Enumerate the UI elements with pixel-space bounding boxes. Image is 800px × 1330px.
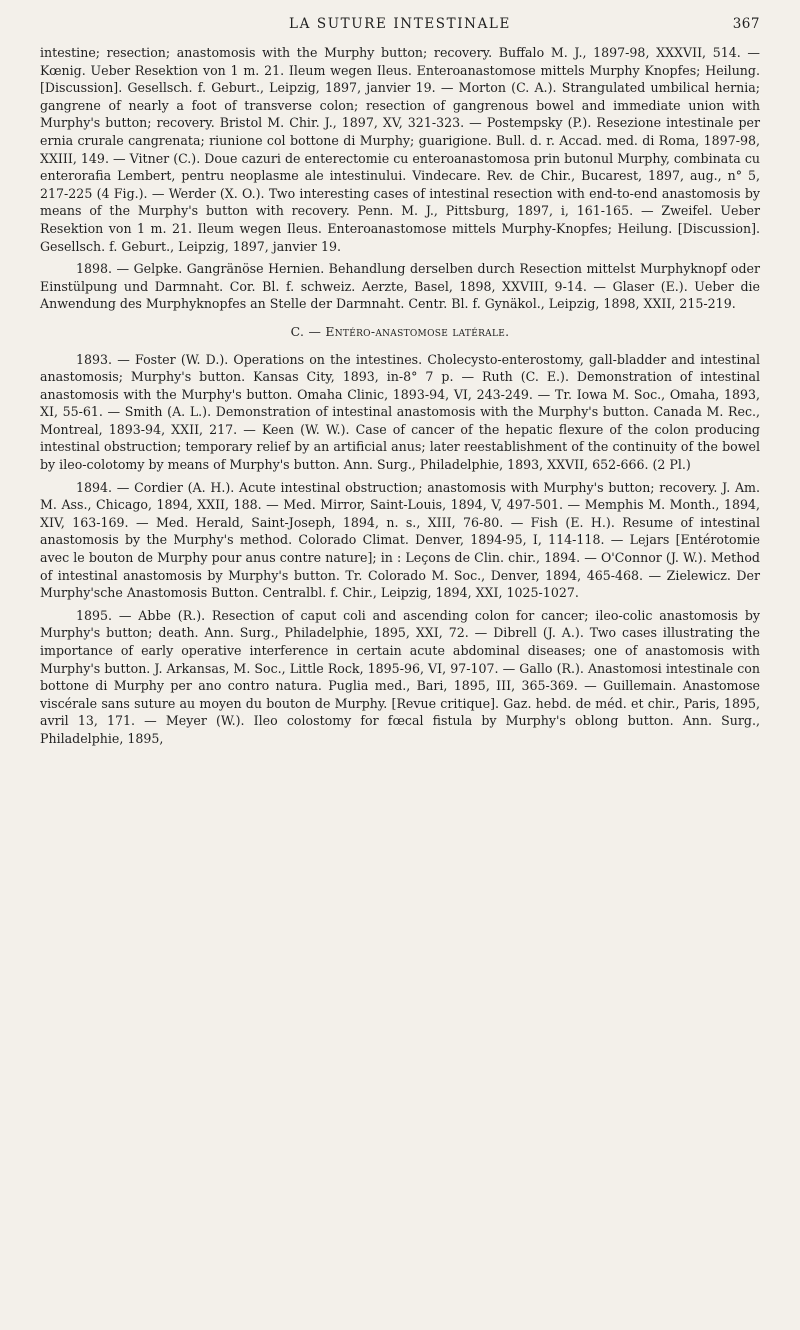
bibliography-paragraph-1898: 1898. — Gelpke. Gangränöse Hernien. Behandlung derselben durch Resection mittelst Murphyknopf oder Einstülpung und Darmnaht. Cor. Bl. f. schweiz. Aerzte, Basel, 1898, XXVIII, 9-14. — Glaser (E.). Ueber die Anwendung des Murphyknopfes an Stelle der Darmnaht. Centr. Bl. f. Gynäkol., Leipzig, 1898, XXII, 215-219. — [40, 261, 760, 312]
section-heading-c: C. — Entéro-anastomose latérale. — [290, 323, 510, 339]
page-number: 367 — [732, 16, 760, 32]
bibliography-paragraph-1895: 1895. — Abbe (R.). Resection of caput coli and ascending colon for cancer; ileo-colic anastomosis by Murphy's button; death. Ann. Surg., Philadelphie, 1895, XXI, 72. — Dibrell (J. A.). Two cases illustrating the importance of early operative interference in certain acute abdominal diseases; one of anastomosis with Murphy's button. J. Arkansas, M. Soc., Little Rock, 1895-96, VI, 97-107. — Gallo (R.). Anastomosi intestinale con bottone di Murphy per ano contro natura. Puglia med., Bari, 1895, III, 365-369. — Guillemain. Anastomose viscérale sans suture au moyen du bouton de Murphy. [Revue critique]. Gaz. hebd. de méd. et chir., Paris, 1895, avril 13, 171. — Meyer (W.). Ileo colostomy for fœcal fistula by Murphy's oblong button. Ann. Surg., Philadelphie, 1895, — [40, 607, 760, 746]
running-header — [40, 14, 760, 36]
running-title: LA SUTURE INTESTINALE — [289, 16, 511, 32]
bibliography-paragraph-1897-continued: intestine; resection; anastomosis with the Murphy button; recovery. Buffalo M. J., 1897-98, XXXVII, 514. — Kœnig. Ueber Resektion von 1 m. 21. Ileum wegen Ileus. Enteroanastomose mittels Murphy Knopfes; Heilung. [Discussion]. Gesellsch. f. Geburt., Leipzig, 1897, janvier 19. — Morton (C. A.). Strangulated umbilical hernia; gangrene of nearly a foot of transverse colon; resection of gangrenous bowel and immediate union with Murphy's button; recovery. Bristol M. Chir. J., 1897, XV, 321-323. — Postempsky (P.). Resezione intestinale per ernia crurale cangrenata; riunione col bottone di Murphy; guarigione. Bull. d. r. Accad. med. di Roma, 1897-98, XXIII, 149. — Vitner (C.). Doue cazuri de enterectomie cu enteroanastomosa prin butonul Murphy, combinata cu enterorafia Lembert, pentru neoplasme ale intestinului. Vindecare. Rev. de Chir., Bucarest, 1897, aug., n° 5, 217-225 (4 Fig.). — Werder (X. O.). Two interesting cases of intestinal resection with end-to-end anastomosis by means of the Murphy's button with recovery. Penn. M. J., Pittsburg, 1897, i, 161-165. — Zweifel. Ueber Resektion von 1 m. 21. Ileum wegen Ileus. Enteroanastomose mittels Murphy-Knopfes; Heilung. [Discussion]. Gesellsch. f. Geburt., Leipzig, 1897, janvier 19. — [40, 45, 760, 254]
bibliography-paragraph-1893: 1893. — Foster (W. D.). Operations on the intestines. Cholecysto-enterostomy, gall-bladder and intestinal anastomosis; Murphy's button. Kansas City, 1893, in-8° 7 p. — Ruth (C. E.). Demonstration of intestinal anastomosis with the Murphy's button. Omaha Clinic, 1893-94, VI, 243-249. — Tr. Iowa M. Soc., Omaha, 1893, XI, 55-61. — Smith (A. L.). Demonstration of intestinal anastomosis with the Murphy's button. Canada M. Rec., Montreal, 1893-94, XXII, 217. — Keen (W. W.). Case of cancer of the hepatic flexure of the colon producing intestinal obstruction; temporary relief by an artificial anus; later reestablishment of the continuity of the bowel by ileo-colotomy by means of Murphy's button. Ann. Surg., Philadelphie, 1893, XXVII, 652-666. (2 Pl.) — [40, 351, 760, 473]
bibliography-paragraph-1894: 1894. — Cordier (A. H.). Acute intestinal obstruction; anastomosis with Murphy's button; recovery. J. Am. M. Ass., Chicago, 1894, XXII, 188. — Med. Mirror, Saint-Louis, 1894, V, 497-501. — Memphis M. Month., 1894, XIV, 163-169. — Med. Herald, Saint-Joseph, 1894, n. s., XIII, 76-80. — Fish (E. H.). Resume of intestinal anastomosis by the Murphy's method. Colorado Climat. Denver, 1894-95, I, 114-118. — Lejars [Entérotomie avec le bouton de Murphy pour anus contre nature]; in : Leçons de Clin. chir., 1894. — O'Connor (J. W.). Method of intestinal anastomosis by Murphy's button. Tr. Colorado M. Soc., Denver, 1894, 465-468. — Zielewicz. Der Murphy'sche Anastomosis Button. Centralbl. f. Chir., Leipzig, 1894, XXI, 1025-1027. — [40, 479, 760, 601]
